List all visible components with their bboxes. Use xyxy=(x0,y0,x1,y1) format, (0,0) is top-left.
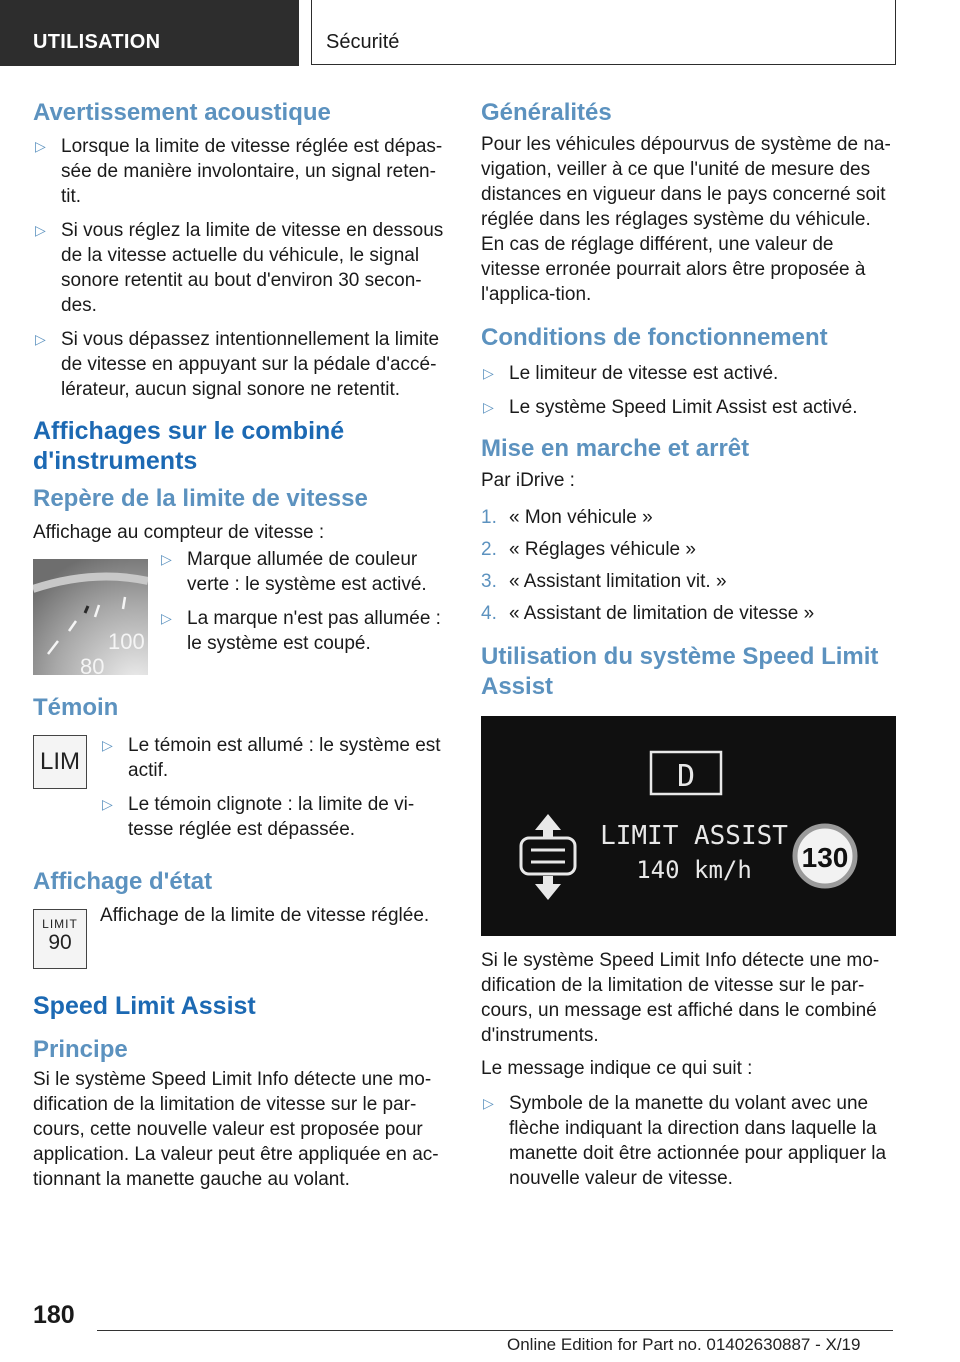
affichages-heading: Affichages sur le combiné d'instruments xyxy=(33,417,345,475)
conditions-heading: Conditions de fonctionnement xyxy=(481,324,828,351)
header-chapter: Sécurité xyxy=(311,0,896,65)
list-item: ▷ Si vous dépassez intentionnellement la limite de vitesse en appuyant sur la pédale d'accé-lérateur, aucun signal sonore ne retentit. xyxy=(35,329,440,400)
list-item: ▷ Le système Speed Limit Assist est activé. xyxy=(483,397,858,418)
principe-text: Si le système Speed Limit Info détecte une mo-dification de la limitation de vitesse sur le par-cours, cette nouvelle valeur est proposée pour application. La valeur peut être appliquée en ac-tionnant la manette gauche au volant. xyxy=(33,1069,439,1190)
repere-figure-row xyxy=(33,549,447,689)
etat-figure-row xyxy=(33,903,447,985)
triangle-bullet-icon: ▷ xyxy=(483,365,494,381)
list-item: 4. « Assistant de limitation de vitesse » xyxy=(481,603,815,624)
triangle-bullet-icon: ▷ xyxy=(35,222,46,238)
left-column xyxy=(33,98,447,1200)
limit-assist-graphic xyxy=(481,716,896,936)
triangle-bullet-icon: ▷ xyxy=(483,399,494,415)
principe-heading: Principe xyxy=(33,1036,128,1063)
mise-intro: Par iDrive : xyxy=(481,470,575,491)
generalites-heading: Généralités xyxy=(481,99,612,126)
triangle-bullet-icon: ▷ xyxy=(161,551,172,567)
message-intro: Le message indique ce qui suit : xyxy=(481,1058,753,1079)
triangle-bullet-icon: ▷ xyxy=(35,331,46,347)
etat-text: Affichage de la limite de vitesse réglée. xyxy=(100,905,430,926)
limit-icon-value: 90 xyxy=(48,931,72,954)
limit-icon-label: LIMIT xyxy=(42,917,78,931)
steering-lever-icon xyxy=(521,838,575,874)
speed-limit-assist-heading: Speed Limit Assist xyxy=(33,992,256,1020)
utilisation-heading: Utilisation du système Speed Limit Assist xyxy=(481,643,879,700)
avertissement-list xyxy=(33,134,447,402)
triangle-bullet-icon: ▷ xyxy=(483,1095,494,1111)
triangle-bullet-icon: ▷ xyxy=(102,737,113,753)
speedometer-image xyxy=(33,559,148,675)
step-number: 3. xyxy=(481,571,497,592)
triangle-bullet-icon: ▷ xyxy=(161,610,172,626)
triangle-bullet-icon: ▷ xyxy=(35,138,46,154)
speedo-label-80: 80 xyxy=(80,654,105,675)
repere-heading: Repère de la limite de vitesse xyxy=(33,485,368,512)
idrive-steps xyxy=(481,505,895,626)
limit-90-icon xyxy=(33,909,87,969)
right-column xyxy=(481,98,895,1201)
list-item: ▷ Marque allumée de couleur verte : le système est activé. xyxy=(161,549,427,595)
list-item: ▷ Le témoin est allumé : le système est actif. xyxy=(102,735,441,781)
list-item: ▷ Le limiteur de vitesse est activé. xyxy=(483,363,779,384)
repere-intro: Affichage au compteur de vitesse : xyxy=(33,522,325,543)
mise-en-marche-heading: Mise en marche et arrêt xyxy=(481,435,750,462)
limit-assist-display-image xyxy=(481,716,896,936)
temoin-figure-row xyxy=(33,733,447,861)
avertissement-heading: Avertissement acoustique xyxy=(33,99,331,126)
message-list xyxy=(481,1091,895,1191)
conditions-list xyxy=(481,361,895,420)
lim-indicator-icon: LIM xyxy=(33,735,87,789)
triangle-bullet-icon: ▷ xyxy=(102,796,113,812)
footer-divider xyxy=(97,1330,893,1331)
speedo-label-100: 100 xyxy=(108,629,145,654)
list-item: 2. « Réglages véhicule » xyxy=(481,539,696,560)
etat-heading: Affichage d'état xyxy=(33,868,213,895)
footer-edition: Online Edition for Part no. 01402630887 - X/19 xyxy=(507,1335,861,1354)
temoin-heading: Témoin xyxy=(33,694,119,721)
step-number: 1. xyxy=(481,507,497,528)
display-speed: 140 km/h xyxy=(636,856,752,884)
header-section: UTILISATION xyxy=(0,0,299,66)
display-sign-value: 130 xyxy=(801,842,849,873)
step-number: 2. xyxy=(481,539,497,560)
utilisation-text: Si le système Speed Limit Info détecte une mo-dification de la limitation de vitesse sur le par-cours, un message est affiché dans le combiné d'instruments. xyxy=(481,950,880,1046)
display-gear: D xyxy=(676,759,696,794)
temoin-list xyxy=(100,733,450,851)
list-item: ▷ Si vous réglez la limite de vitesse en dessous de la vitesse actuelle du véhicule, le signal sonore retentit au bout d'environ 30 secon-des. xyxy=(35,220,444,316)
step-number: 4. xyxy=(481,603,497,624)
list-item: ▷ Le témoin clignote : la limite de vi-tesse réglée est dépassée. xyxy=(102,794,415,840)
generalites-text: Pour les véhicules dépourvus de système de na-vigation, veiller à ce que l'unité de mesure des distances en vigueur dans le pays concerné soit réglée dans les réglages système du véhicule. En cas de réglage différent, une valeur de vitesse erronée pourrait alors être proposée à l'applica-tion. xyxy=(481,134,891,305)
list-item: 1. « Mon véhicule » xyxy=(481,507,653,528)
list-item: ▷ Symbole de la manette du volant avec une flèche indiquant la direction dans laquelle la manette doit être actionnée pour appliquer la nouvelle valeur de vitesse. xyxy=(483,1093,887,1189)
page-number: 180 xyxy=(33,1301,75,1329)
repere-list xyxy=(159,547,449,665)
list-item: ▷ Lorsque la limite de vitesse réglée est dépas-sée de manière involontaire, un signal reten-tit. xyxy=(35,136,443,207)
list-item: ▷ La marque n'est pas allumée : le système est coupé. xyxy=(161,608,441,654)
display-label: LIMIT ASSIST xyxy=(600,821,788,851)
list-item: 3. « Assistant limitation vit. » xyxy=(481,571,727,592)
